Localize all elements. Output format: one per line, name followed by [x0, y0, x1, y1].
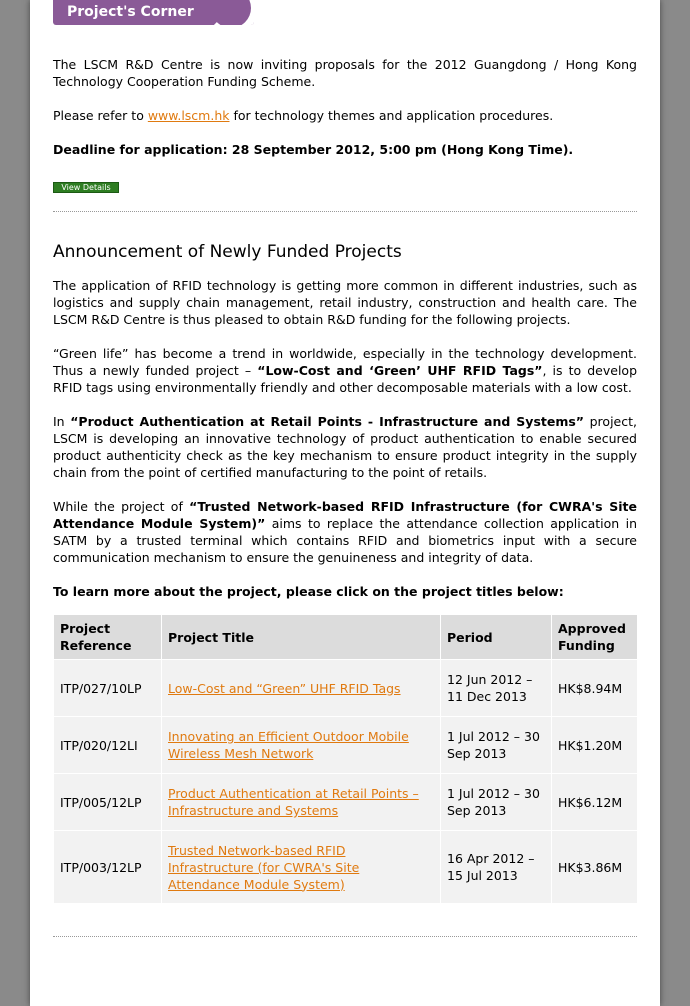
project-title-link[interactable]: Trusted Network-based RFID Infrastructure (for CWRA's Site Attendance Module System)	[168, 842, 360, 892]
project-funding: HK$1.20M	[552, 717, 637, 773]
project-title-cell	[162, 831, 440, 903]
project-reference: ITP/020/12LI	[54, 717, 161, 773]
text: aims to replace the attendance collection application in SATM by a trusted terminal which contains RFID and biometrics input with a secure communication mechanism to ensure the genuineness and integrity of data.	[53, 516, 637, 565]
divider	[53, 936, 637, 937]
project-name-bold: “Trusted Network-based RFID Infrastructure (for CWRA's Site Attendance Module System)”	[53, 499, 637, 531]
text: project, LSCM is developing an innovative technology of product authentication to enable secured product authenticity check as the key mechanism to ensure product integrity in the supply chain from the point of certified manufacturing to the point of retails.	[53, 414, 637, 480]
project-title-link[interactable]: Low-Cost and “Green” UHF RFID Tags	[168, 680, 401, 696]
intro-paragraph: The LSCM R&D Centre is now inviting proposals for the 2012 Guangdong / Hong Kong Technology Cooperation Funding Scheme.	[53, 57, 637, 89]
announcement-heading: Announcement of Newly Funded Projects	[53, 242, 402, 262]
announcement-paragraph-2	[53, 345, 637, 396]
project-period: 12 Jun 2012 – 11 Dec 2013	[441, 660, 551, 716]
project-title-link[interactable]: Innovating an Efficient Outdoor Mobile Wireless Mesh Network	[168, 729, 409, 761]
table-row	[54, 831, 637, 903]
project-title-cell	[162, 717, 440, 773]
project-title-cell	[162, 774, 440, 830]
text: , is to develop RFID tags using environmentally friendly and other decomposable materials with a low cost.	[53, 363, 638, 395]
project-reference: ITP/003/12LP	[54, 831, 161, 903]
header-project-reference: Project Reference	[54, 615, 161, 659]
table-row	[54, 774, 637, 830]
project-funding: HK$6.12M	[552, 774, 637, 830]
refer-text-after: for technology themes and application procedures.	[229, 108, 554, 123]
lscm-website-link[interactable]: www.lscm.hk	[147, 108, 230, 123]
banner-title: Project's Corner	[67, 4, 194, 20]
table-row	[54, 717, 637, 773]
projects-table	[53, 614, 638, 904]
view-details-button[interactable]: View Details	[53, 182, 119, 193]
header-approved-funding: Approved Funding	[552, 615, 637, 659]
project-reference: ITP/027/10LP	[54, 660, 161, 716]
table-row	[54, 660, 637, 716]
project-title-cell	[162, 660, 440, 716]
project-funding: HK$8.94M	[552, 660, 637, 716]
main-content	[53, 56, 637, 937]
deadline-text: Deadline for application: 28 September 2012, 5:00 pm (Hong Kong Time).	[53, 142, 574, 157]
header-project-title: Project Title	[162, 615, 440, 659]
swoosh-logo-icon	[203, 0, 254, 25]
project-name-bold: “Product Authentication at Retail Points - Infrastructure and Systems”	[70, 414, 585, 429]
header-period: Period	[441, 615, 551, 659]
page	[30, 0, 660, 1006]
announcement-paragraph-4	[53, 498, 637, 566]
project-reference: ITP/005/12LP	[54, 774, 161, 830]
text: While the project of	[53, 499, 190, 514]
learn-more-text: To learn more about the project, please click on the project titles below:	[53, 584, 564, 599]
project-name-bold: “Low-Cost and ‘Green’ UHF RFID Tags”	[257, 363, 543, 378]
refer-paragraph	[53, 107, 637, 124]
project-title-link[interactable]: Product Authentication at Retail Points – Infrastructure and Systems	[168, 786, 419, 818]
text: In	[53, 414, 71, 429]
project-funding: HK$3.86M	[552, 831, 637, 903]
project-period: 1 Jul 2012 – 30 Sep 2013	[441, 717, 551, 773]
projects-corner-banner	[53, 0, 254, 25]
project-period: 16 Apr 2012 – 15 Jul 2013	[441, 831, 551, 903]
refer-text-before: Please refer to	[53, 108, 148, 123]
project-period: 1 Jul 2012 – 30 Sep 2013	[441, 774, 551, 830]
text: “Green life” has become a trend in worldwide, especially in the technology development. Thus a newly funded project –	[53, 346, 637, 378]
announcement-paragraph-1: The application of RFID technology is getting more common in different industries, such as logistics and supply chain management, retail industry, construction and health care. The LSCM R&D Centre is thus pleased to obtain R&D funding for the following projects.	[53, 278, 637, 327]
announcement-paragraph-3	[53, 413, 637, 481]
table-header-row	[54, 615, 637, 659]
